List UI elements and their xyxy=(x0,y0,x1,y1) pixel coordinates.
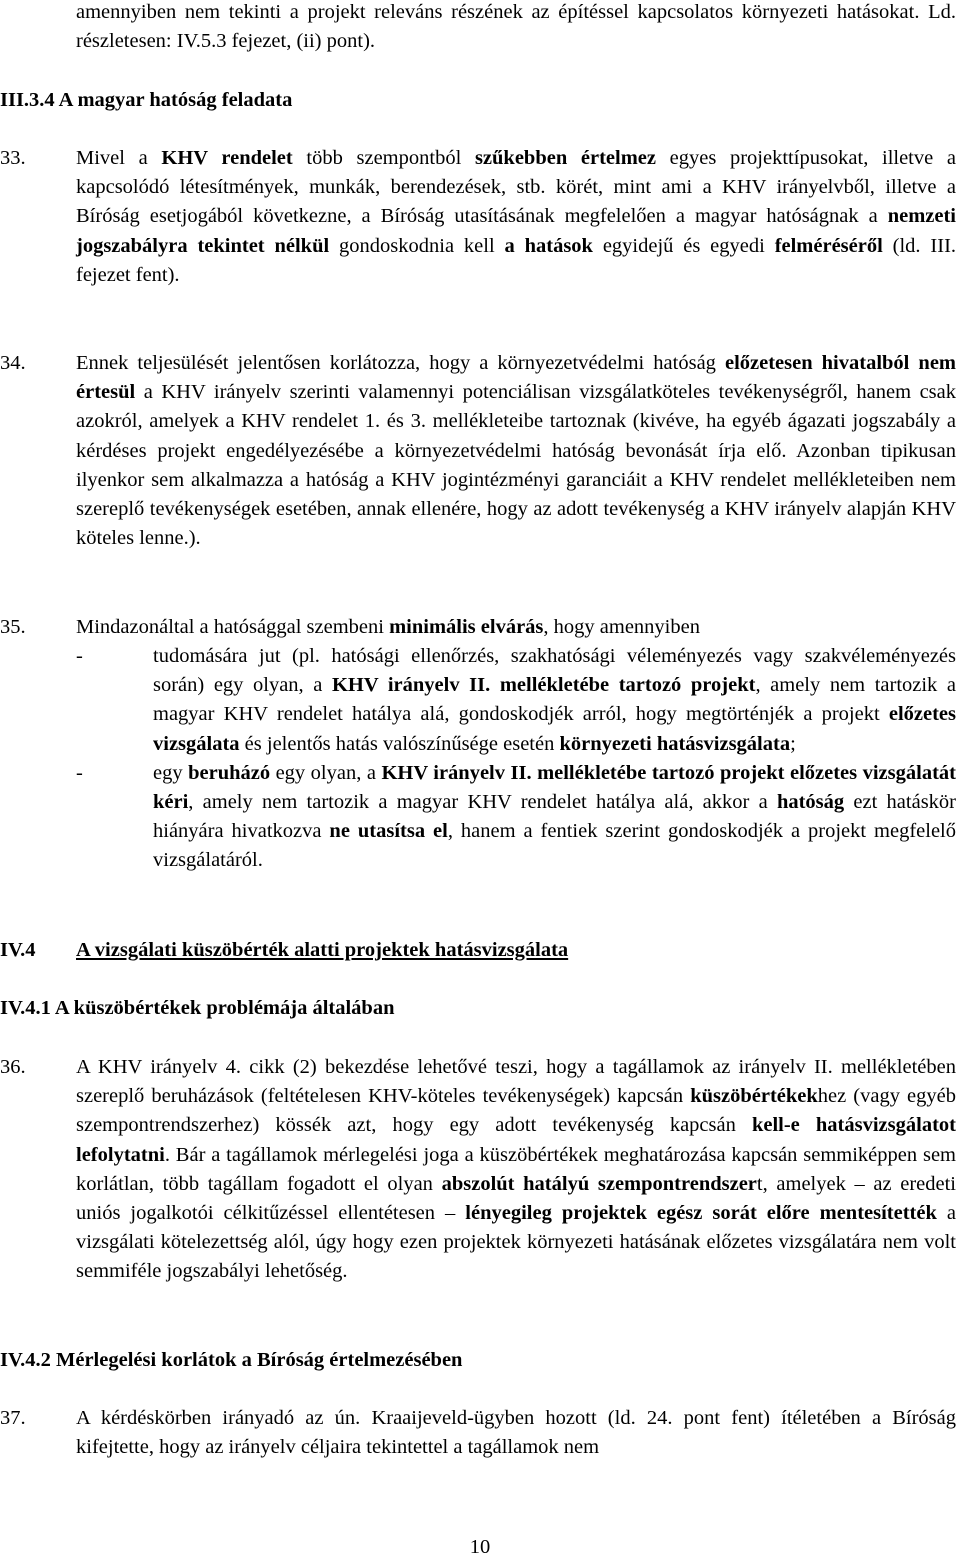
paragraph-35 xyxy=(0,613,956,642)
section-heading-number: IV.4 xyxy=(0,939,36,961)
page-number: 10 xyxy=(469,1536,491,1558)
text-run: egy xyxy=(153,761,189,784)
bold-text-run: KHV irányelv II. mellékletébe tartozó projekt előzetes vizsgálatát kéri xyxy=(153,761,956,814)
bullet-dash: - xyxy=(76,645,83,667)
bold-text-run: kell-e hatásvizsgálatot lefolytatni xyxy=(76,1114,956,1166)
text-run: egyes projekttípusokat, illetve a kapcsolódó létesítmények, munkák, berendezések, stb. körét, mint ami a KHV irányelvből, illetve a Bíróság esetjogából következne, a Bíróság utasításának megfelelően a magyar hatóságnak a xyxy=(76,147,956,228)
bold-text-run: szűkebben értelmez xyxy=(474,147,656,169)
text-run: ezt hatáskör hiányára hivatkozva xyxy=(153,791,956,843)
bullet-item xyxy=(76,759,956,876)
text-run: A kérdéskörben irányadó az ún. Kraaijeveld-ügyben hozott (ld. 24. pont fent) ítéletében a Bíróság kifejtette, hogy az irányelv céljaira tekintettel a tagállamok nem xyxy=(76,1407,956,1459)
section-heading-text: A vizsgálati küszöbérték alatti projektek hatásvizsgálata xyxy=(76,939,569,961)
text-run: . Bár a tagállamok mérlegelési joga a küszöbértékek meghatározása kapcsán semmiképpen sem korlátlan, több tagállam fogadott el olyan xyxy=(76,1143,956,1195)
text-run: , amely nem tartozik a magyar KHV rendelet hatálya alá, akkor a xyxy=(188,791,777,814)
bold-text-run: küszöbértékek xyxy=(690,1085,818,1108)
bold-text-run: abszolút hatályú szempontrendszer xyxy=(441,1172,757,1195)
bullet-dash: - xyxy=(76,761,83,784)
continuation-paragraph xyxy=(76,0,956,56)
paragraph-36 xyxy=(0,1053,957,1287)
paragraph-number: 34. xyxy=(0,352,26,374)
bold-text-run: hatóság xyxy=(776,791,845,814)
text-run: (ld. III. fejezet fent). xyxy=(76,234,957,286)
paragraph-text xyxy=(76,1053,956,1287)
bold-text-run: minimális elvárás xyxy=(389,616,544,638)
text-run: a vizsgálati kötelezettség alól, úgy hogy ezen projektek környezeti hatásának előzetes vizsgálatára nem volt semmiféle jogszabályi lehetőség. xyxy=(76,1202,956,1283)
text-run: , amely nem tartozik a magyar KHV rendelet hatálya alá, gondoskodjék arról, hogy megtörténjék a projekt xyxy=(153,674,956,726)
section-heading-text: III.3.4 A magyar hatóság feladata xyxy=(0,89,293,111)
paragraph-text xyxy=(76,144,956,290)
text-run: hez (vagy egyéb szempontrendszerhez) kössék azt, hogy egy adott tevékenység kapcsán xyxy=(76,1085,956,1137)
paragraph-34 xyxy=(0,349,956,553)
paragraph-33 xyxy=(0,144,957,290)
text-run: ; xyxy=(790,732,796,755)
section-heading-text: IV.4.2 Mérlegelési korlátok a Bíróság értelmezésében xyxy=(0,1349,463,1371)
text-run: gondoskodnia kell xyxy=(329,234,505,257)
text-run: , hogy amennyiben xyxy=(543,616,700,638)
bold-text-run: környezeti hatásvizsgálata xyxy=(559,732,791,755)
paragraph-37 xyxy=(0,1404,956,1462)
bullet-text xyxy=(153,759,956,876)
text-run: A KHV irányelv 4. cikk (2) bekezdése lehetővé teszi, hogy a tagállamok az irányelv II. mellékletében szereplő beruházások (feltételesen KHV-köteles tevékenységek) kapcsán xyxy=(76,1056,956,1108)
text-run: több szempontból xyxy=(292,147,475,169)
text-run: egyidejű és egyedi xyxy=(592,234,775,257)
text-run: és jelentős hatás valószínűsége esetén xyxy=(239,732,560,755)
paragraph-text xyxy=(76,349,956,553)
text-run: Mindazonáltal a hatósággal szembeni xyxy=(76,616,390,638)
bullet-item xyxy=(76,642,956,759)
bold-text-run: nemzeti jogszabályra tekintet nélkül xyxy=(76,205,956,257)
section-heading-iii-3-4 xyxy=(0,86,956,115)
paragraph-number: 37. xyxy=(0,1407,26,1429)
bold-text-run: előzetes vizsgálata xyxy=(153,703,956,755)
paragraph-number: 33. xyxy=(0,147,26,169)
text-run: t, amelyek – az eredeti uniós jogalkotói célkitűzéssel ellentétesen – xyxy=(76,1172,957,1225)
text-run: egy olyan, a xyxy=(270,761,382,784)
bold-text-run: KHV irányelv II. mellékletébe tartozó projekt xyxy=(331,674,756,697)
section-heading-iv-4-2 xyxy=(0,1346,956,1375)
bold-text-run: lényegileg projektek egész sorát előre mentesítették xyxy=(465,1202,937,1225)
bold-text-run: ne utasítsa el xyxy=(329,820,448,843)
text-run: amennyiben nem tekinti a projekt releváns részének az építéssel kapcsolatos környezeti hatásokat. Ld. részletesen: IV.5.3 fejezet, (ii) pont). xyxy=(76,1,956,53)
bold-text-run: beruházó xyxy=(188,761,271,784)
bold-text-run: előzetesen hivatalból nem értesül xyxy=(76,352,956,404)
bullet-text xyxy=(153,642,956,759)
bold-text-run: a hatások xyxy=(504,234,593,257)
section-heading-iv-4-1 xyxy=(0,994,956,1023)
paragraph-text xyxy=(76,613,956,642)
text-run: tudomására jut (pl. hatósági ellenőrzés, szakhatósági véleményezés vagy szakvéleményezés során) egy olyan, a xyxy=(153,645,956,697)
text-run: Mivel a xyxy=(76,147,162,169)
text-run: Ennek teljesülését jelentősen korlátozza, hogy a környezetvédelmi hatóság xyxy=(76,352,725,374)
paragraph-number: 35. xyxy=(0,616,26,638)
bold-text-run: felméréséről xyxy=(774,234,883,257)
paragraph-text xyxy=(76,1404,956,1462)
text-run: a KHV irányelv szerinti valamennyi potenciálisan vizsgálatköteles tevékenységről, hanem csak azokról, amelyek a KHV rendelet 1. és 3. mellékleteibe tartoznak (kivéve, ha egyéb ágazati jogszabály a kérdéses projekt engedélyezésébe a környezetvédelmi hatóság bevonását írja elő. Azonban tipikusan ilyenkor sem alkalmazza a hatóság a KHV jogintézményi garanciáit a KHV rendelet mellékleteiben nem szereplő tevékenységek esetében, annak ellenére, hogy az adott tevékenység a KHV irányelv alapján KHV köteles lenne.). xyxy=(76,381,956,550)
section-heading-iv-4 xyxy=(0,936,956,965)
text-run: , hanem a fentiek szerint gondoskodjék a projekt megfelelő vizsgálatáról. xyxy=(153,820,957,872)
paragraph-35-bullets xyxy=(76,642,956,876)
paragraph-number: 36. xyxy=(0,1056,26,1078)
bold-text-run: KHV rendelet xyxy=(161,147,293,169)
section-heading-text: IV.4.1 A küszöbértékek problémája általában xyxy=(0,997,395,1019)
